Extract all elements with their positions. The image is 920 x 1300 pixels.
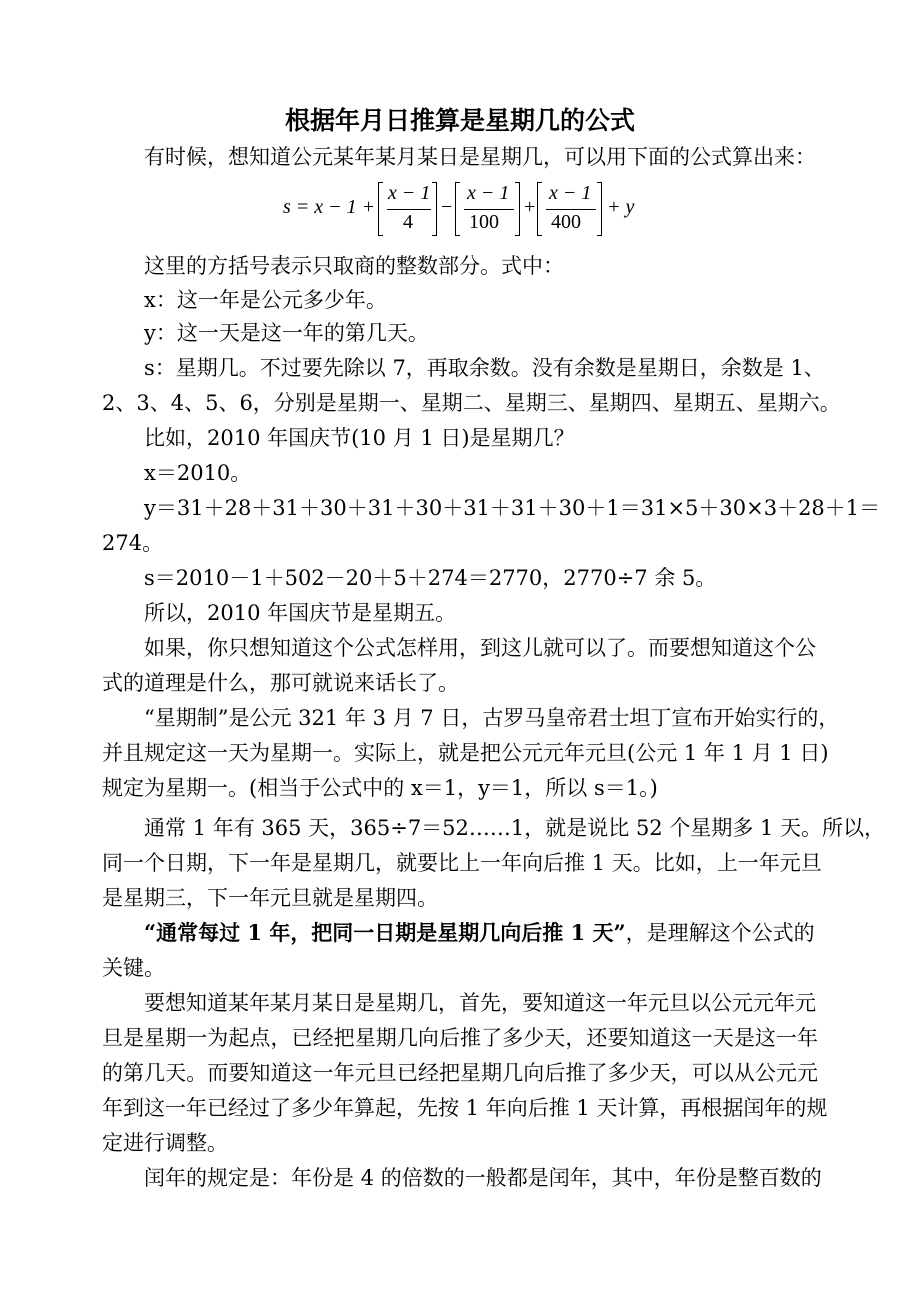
formula-denominator-3: 400 (551, 211, 581, 233)
paragraph-def-y: y：这一天是这一年的第几天。 (144, 321, 429, 345)
formula-fraction-bar-3 (546, 209, 596, 210)
paragraph-year-shift-line2: 同一个日期，下一年是星期几，就要比上一年向后推 1 天。比如，上一年元旦 (102, 851, 822, 875)
paragraph-def-x: x：这一年是公元多少年。 (144, 288, 387, 312)
paragraph-x-value: x＝2010。 (144, 461, 252, 485)
formula-fraction-bar-2 (464, 209, 514, 210)
paragraph-s-value: s＝2010－1＋502－20＋5＋274＝2770，2770÷7 余 5。 (144, 566, 717, 590)
formula-bracket-right-3 (597, 182, 602, 236)
formula-bracket-right-2 (515, 182, 520, 236)
paragraph-def-s-line1: s：星期几。不过要先除以 7，再取余数。没有余数是星期日，余数是 1、 (144, 356, 825, 380)
formula-denominator-2: 100 (469, 211, 499, 233)
paragraph-year-shift-line3: 是星期三，下一年元旦就是星期四。 (102, 886, 438, 910)
paragraph-method-line2: 旦是星期一为起点，已经把星期几向后推了多少天，还要知道这一天是这一年 (102, 1026, 818, 1050)
paragraph-usage-line2: 式的道理是什么，那可就说来话长了。 (102, 671, 459, 695)
weekday-formula (283, 180, 633, 240)
formula-bracket-left-2 (455, 182, 460, 236)
paragraph-history-line2: 并且规定这一天为星期一。实际上，就是把公元元年元旦(公元 1 年 1 月 1 日) (102, 741, 829, 765)
paragraph-method-line1: 要想知道某年某月某日是星期几，首先，要知道这一年元旦以公元元年元 (144, 991, 816, 1015)
paragraph-intro: 有时候，想知道公元某年某月某日是星期几，可以用下面的公式算出来： (144, 145, 816, 169)
page-title: 根据年月日推算是星期几的公式 (284, 106, 635, 135)
paragraph-conclusion: 所以，2010 年国庆节是星期五。 (144, 601, 457, 625)
formula-minus: − (441, 196, 453, 218)
formula-plus: + (524, 196, 536, 218)
key-statement-bold: “通常每过 1 年，把同一日期是星期几向后推 1 天” (144, 920, 626, 945)
paragraph-method-line3: 的第几天。而要知道这一年元旦已经把星期几向后推了多少天，可以从公元元 (102, 1061, 818, 1085)
paragraph-history-line1: “星期制”是公元 321 年 3 月 7 日，古罗马皇帝君士坦丁宣布开始实行的， (144, 706, 840, 730)
paragraph-key-line2: 关键。 (102, 956, 165, 980)
formula-bracket-left-3 (537, 182, 542, 236)
formula-numerator-3: x − 1 (549, 182, 592, 204)
paragraph-bracket-note: 这里的方括号表示只取商的整数部分。式中： (144, 254, 564, 278)
paragraph-usage-line1: 如果，你只想知道这个公式怎样用，到这儿就可以了。而要想知道这个公 (144, 636, 816, 660)
formula-bracket-right-1 (432, 182, 437, 236)
paragraph-leap-year: 闰年的规定是：年份是 4 的倍数的一般都是闰年，其中，年份是整百数的 (144, 1166, 822, 1190)
paragraph-history-line3: 规定为星期一。(相当于公式中的 x＝1，y＝1，所以 s＝1。) (102, 776, 658, 800)
paragraph-example: 比如，2010 年国庆节(10 月 1 日)是星期几？ (144, 426, 575, 450)
paragraph-y-value-line1: y＝31＋28＋31＋30＋31＋30＋31＋31＋30＋1＝31×5＋30×3＋28＋1＝ (144, 496, 881, 520)
key-statement-rest: ，是理解这个公式的 (625, 921, 815, 945)
formula-bracket-left-1 (378, 182, 383, 236)
paragraph-method-line4: 年到这一年已经过了多少年算起，先按 1 年向后推 1 天计算，再根据闰年的规 (102, 1096, 828, 1120)
formula-denominator-1: 4 (403, 211, 413, 233)
paragraph-def-s-line2: 2、3、4、5、6，分别是星期一、星期二、星期三、星期四、星期五、星期六。 (102, 391, 841, 415)
formula-tail: + y (607, 196, 635, 218)
paragraph-y-value-line2: 274。 (102, 531, 164, 555)
formula-lhs: s = x − 1 + (283, 196, 376, 218)
paragraph-method-line5: 定进行调整。 (102, 1131, 228, 1155)
paragraph-year-shift-line1: 通常 1 年有 365 天，365÷7＝52……1，就是说比 52 个星期多 1 天。所以， (144, 816, 886, 840)
formula-numerator-2: x − 1 (467, 182, 510, 204)
formula-numerator-1: x − 1 (388, 182, 431, 204)
formula-fraction-bar-1 (387, 209, 431, 210)
paragraph-key-line1 (144, 918, 815, 948)
